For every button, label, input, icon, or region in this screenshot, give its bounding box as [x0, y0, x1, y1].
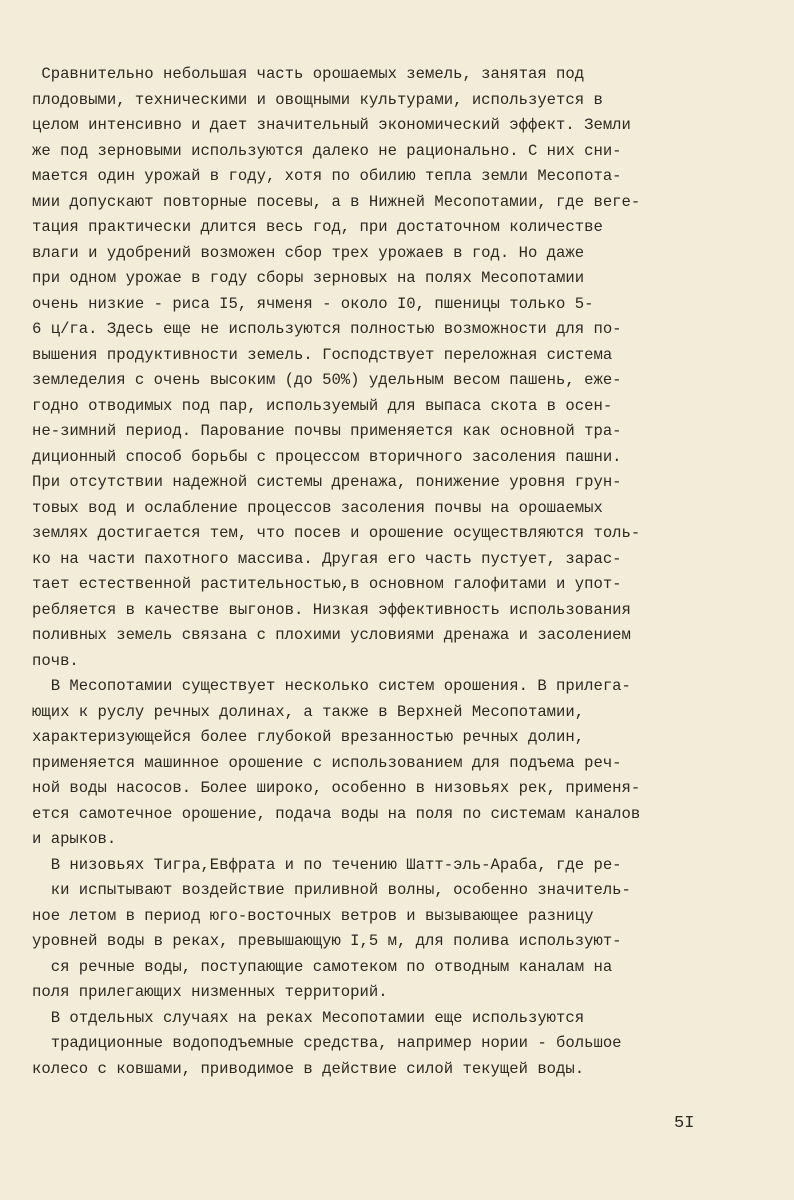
body-text [32, 62, 762, 1082]
text-line: В Месопотамии существует несколько систем орошения. В прилега- [32, 677, 631, 695]
text-line: вышения продуктивности земель. Господствует переложная система [32, 345, 613, 364]
text-line: товых вод и ослабление процессов засоления почвы на орошаемых [32, 498, 603, 517]
text-line: В отдельных случаях на реках Месопотамии еще используются [32, 1008, 585, 1027]
text-line: характеризующейся более глубокой врезанностью речных долин, [32, 728, 585, 746]
text-line: ется самотечное орошение, подача воды на поля по системам каналов [32, 804, 641, 823]
text-line: влаги и удобрений возможен сбор трех урожаев в год. Но даже [32, 243, 585, 262]
text-line: целом интенсивно и дает значительный экономический эффект. Земли [32, 116, 631, 134]
text-line: тация практически длится весь год, при достаточном количестве [32, 218, 603, 236]
text-line: ко на части пахотного массива. Другая его часть пустует, зарас- [32, 549, 622, 568]
text-line: В низовьях Тигра,Евфрата и по течению Шатт-эль-Араба, где ре- [32, 855, 622, 874]
text-line: плодовыми, техническими и овощными культурами, используется в [32, 90, 603, 109]
text-line: диционный способ борьбы с процессом вторичного засоления пашни. [32, 447, 622, 466]
text-line: и арыков. [32, 830, 117, 848]
text-line: поливных земель связана с плохими условиями дренажа и засолением [32, 626, 631, 644]
text-line: землях достигается тем, что посев и орошение осуществляются толь- [32, 524, 641, 542]
text-line: ющих к руслу речных долинах, а также в Верхней Месопотамии, [32, 702, 585, 721]
text-line: мии допускают повторные посевы, а в Нижней Месопотамии, где веге- [32, 192, 641, 211]
text-line: почв. [32, 651, 79, 670]
text-line: очень низкие - риса I5, ячменя - около I0, пшеницы только 5- [32, 294, 594, 313]
text-line: При отсутствии надежной системы дренажа, понижение уровня грун- [32, 473, 622, 491]
text-line: колесо с ковшами, приводимое в действие силой текущей воды. [32, 1059, 585, 1078]
page-number: 5I [674, 1114, 695, 1133]
text-line: традиционные водоподъемные средства, например нории - большое [32, 1034, 622, 1052]
text-line: не-зимний период. Парование почвы применяется как основной тра- [32, 422, 622, 440]
text-line: ки испытывают воздействие приливной волны, особенно значитель- [32, 881, 631, 899]
text-line: земледелия с очень высоким (до 50%) удельным весом пашень, еже- [32, 371, 622, 389]
text-line: поля прилегающих низменных территорий. [32, 983, 388, 1001]
text-line: Сравнительно небольшая часть орошаемых земель, занятая под [32, 65, 585, 83]
text-line: же под зерновыми используются далеко не рационально. С них сни- [32, 141, 622, 160]
text-line: ной воды насосов. Более широко, особенно в низовьях рек, применя- [32, 779, 641, 797]
text-line: при одном урожае в году сборы зерновых на полях Месопотамии [32, 269, 585, 287]
text-line: 6 ц/га. Здесь еще не используются полностью возможности для по- [32, 320, 622, 338]
text-line: мается один урожай в году, хотя по обилию тепла земли Месопота- [32, 167, 622, 185]
text-line: годно отводимых под пар, используемый для выпаса скота в осен- [32, 396, 613, 415]
text-line: ся речные воды, поступающие самотеком по отводным каналам на [32, 957, 613, 976]
text-line: ребляется в качестве выгонов. Низкая эффективность использования [32, 600, 631, 619]
text-line: ное летом в период юго-восточных ветров и вызывающее разницу [32, 906, 594, 925]
text-line: тает естественной растительностью,в основном галофитами и упот- [32, 575, 622, 593]
text-line: применяется машинное орошение с использованием для подъема реч- [32, 753, 622, 772]
text-line: уровней воды в реках, превышающую I,5 м, для полива используют- [32, 932, 622, 950]
